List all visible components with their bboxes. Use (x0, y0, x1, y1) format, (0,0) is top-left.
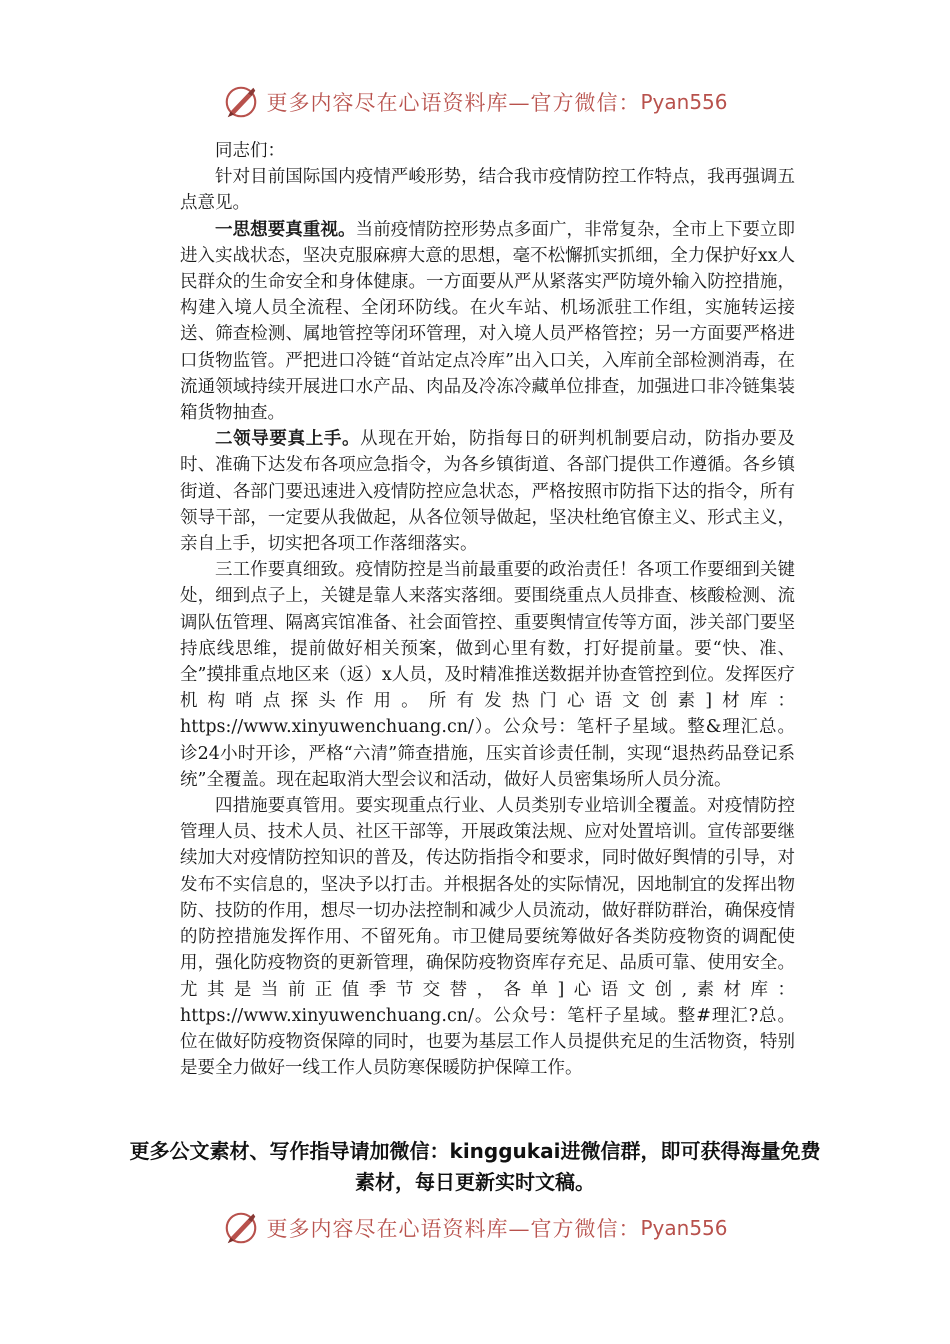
salutation: 同志们： (215, 141, 285, 161)
header-banner (0, 82, 950, 122)
intro-paragraph: 针对目前国际国内疫情严峻形势，结合我市疫情防控工作特点，我再强调五点意见。 (180, 167, 795, 214)
pen-logo-icon (222, 1209, 260, 1247)
paragraph-2-heading: 二领导要真上手。 (215, 429, 361, 450)
footer-note: 更多公文素材、写作指导请加微信：kinggukai进微信群，即可获得海量免费素材，每日更新实时文稿。 (129, 1139, 821, 1194)
paragraph-4: 四措施要真管用。要实现重点行业、人员类别专业培训全覆盖。对疫情防控管理人员、技术人员、社区干部等，开展政策法规、应对处置培训。宣传部要继续加大对疫情防控知识的普及，传达防指指令和要求，同时做好舆情的引导，对发布不实信息的，坚决予以打击。并根据各处的实际情况，因地制宜的发挥出物防、技防的作用，想尽一切办法控制和减少人员流动，做好群防群治，确保疫情的防控措施发挥作用、不留死角。市卫健局要统筹做好各类防疫物资的调配使用，强化防疫物资的更新管理，确保防疫物资库存充足、品质可靠、使用安全。尤其是当前正值季节交替，各单]心语文创,素材库：https://www.xinyuwenchuang.cn/。公众号：笔杆子星域。整#理汇?总。位在做好防疫物资保障的同时，也要为基层工作人员提供充足的生活物资，特别是要全力做好一线工作人员防寒保暖防护保障工作。 (180, 796, 795, 1079)
header-banner-text: 更多内容尽在心语资料库—官方微信： (266, 91, 641, 115)
footer-banner-text: 更多内容尽在心语资料库—官方微信： (266, 1217, 641, 1241)
paragraph-1-text: 当前疫情防控形势点多面广，非常复杂，全市上下要立即进入实战状态，坚决克服麻痹大意的思想，毫不松懈抓实抓细，全力保护好xx人民群众的生命安全和身体健康。一方面要从严从紧落实严防境外输入防控措施，构建入境人员全流程、全闭环防线。在火车站、机场派驻工作组，实施转运接送、筛查检测、属地管控等闭环管理，对入境人员严格管控；另一方面要严格进口货物监管。严把进口冷链“首站定点冷库”出入口关，入库前全部检测消毒，在流通领域持续开展进口水产品、肉品及冷冻冷藏单位排查，加强进口非冷链集装箱货物抽查。 (180, 219, 795, 424)
paragraph-1-heading: 一思想要真重视。 (215, 219, 356, 240)
paragraph-1 (180, 217, 795, 427)
header-banner-id: Pyan556 (640, 90, 728, 114)
footer-banner (0, 1208, 950, 1248)
document-body (180, 138, 795, 1081)
footer-banner-id: Pyan556 (640, 1216, 728, 1240)
paragraph-3: 三工作要真细致。疫情防控是当前最重要的政治责任！各项工作要细到关键处，细到点子上，关键是靠人来落实落细。要围绕重点人员排查、核酸检测、流调队伍管理、隔离宾馆准备、社会面管控、重要舆情宣传等方面，涉关部门要坚持底线思维，提前做好相关预案，做到心里有数，打好提前量。要“快、准、全”摸排重点地区来（返）x人员，及时精准推送数据并协查管控到位。发挥医疗机构哨点探头作用。所有发热门心语文创素]材库：https://www.xinyuwenchuang.cn/）。公众号：笔杆子星域。整&理汇总。诊24小时开诊，严格“六清”筛查措施，压实首诊责任制，实现“退热药品登记系统”全覆盖。现在起取消大型会议和活动，做好人员密集场所人员分流。 (180, 560, 795, 790)
paragraph-2 (180, 426, 795, 557)
pen-logo-icon (222, 83, 260, 121)
paragraph-2-text: 从现在开始，防指每日的研判机制要启动，防指办要及时、准确下达发布各项应急指令，为各乡镇街道、各部门提供工作遵循。各乡镇街道、各部门要迅速进入疫情防控应急状态，严格按照市防指下达的指令，所有领导干部，一定要从我做起，从各位领导做起，坚决杜绝官僚主义、形式主义，亲自上手，切实把各项工作落细落实。 (180, 429, 796, 555)
